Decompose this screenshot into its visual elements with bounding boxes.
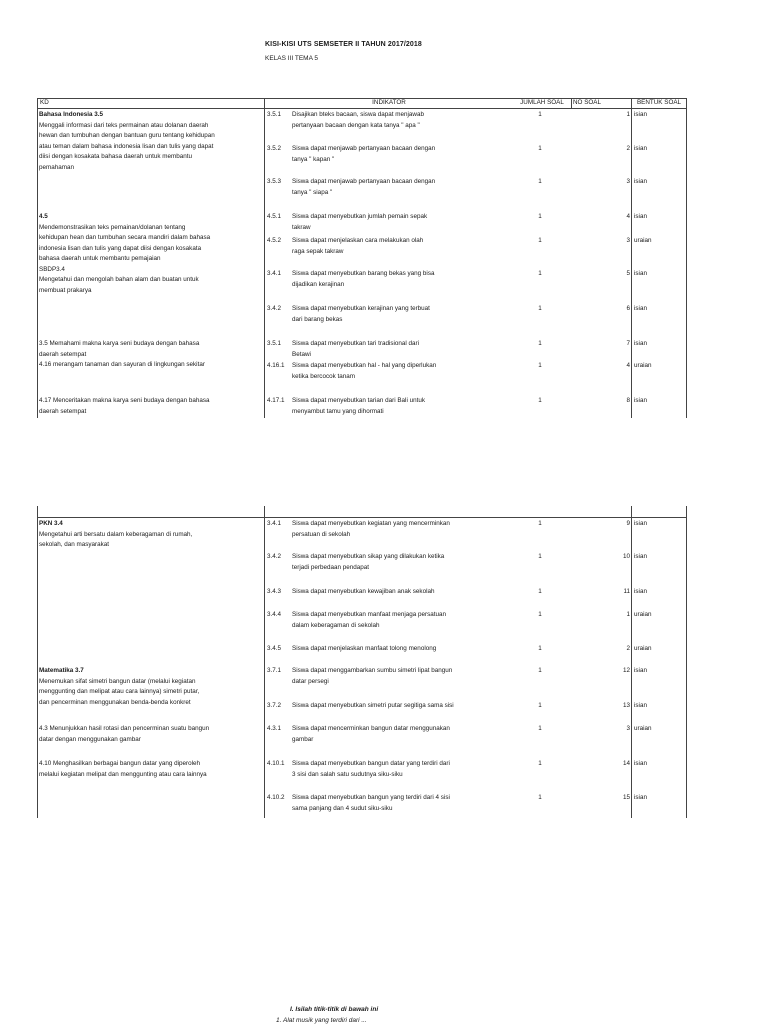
no-soal: 1 — [626, 611, 630, 618]
indikator-code: 3.4.1 — [267, 270, 282, 277]
indikator-code: 3.4.4 — [267, 611, 282, 618]
table-1-col-border — [264, 98, 265, 418]
indikator-line: Siswa dapat menyebutkan manfaat menjaga persatuan — [292, 611, 447, 618]
no-soal: 7 — [626, 340, 630, 347]
indikator-code: 3.5.3 — [267, 178, 282, 185]
table-1-col-border — [631, 98, 632, 418]
no-soal: 10 — [622, 553, 630, 560]
kd-line: Mengetahui dan mengolah bahan alam dan buatan untuk — [39, 276, 199, 283]
indikator-line: Betawi — [292, 350, 311, 358]
indikator-line: sama panjang dan 4 sudut siku-siku — [292, 804, 393, 812]
kd-line: Menemukan sifat simetri bangun datar (melalui kegiatan — [39, 677, 196, 685]
indikator-text — [292, 793, 450, 814]
question-line: 1. Alat musik yang terdiri dari ... — [276, 1017, 367, 1024]
indikator-line: ketika bercocok tanam — [292, 372, 355, 380]
kd-line: daerah setempat — [39, 407, 87, 415]
indikator-text — [292, 236, 423, 257]
kd-line: 3.5 Memahami makna karya seni budaya dengan bahasa — [39, 340, 200, 347]
indikator-code: 3.4.1 — [267, 520, 282, 527]
no-soal: 15 — [622, 794, 630, 801]
table-2-col-border — [264, 506, 265, 818]
jumlah-soal: 1 — [538, 611, 542, 618]
document-subtitle: KELAS III TEMA 5 — [265, 55, 318, 62]
indikator-code: 4.5.1 — [267, 213, 282, 220]
indikator-code: 4.5.2 — [267, 237, 282, 244]
kd-line: atau teman dalam bahasa indonesia lisan dan tulis yang dapat — [39, 142, 214, 150]
indikator-text — [292, 519, 450, 540]
jumlah-soal: 1 — [538, 667, 542, 674]
bentuk-soal: isian — [634, 270, 647, 277]
jumlah-soal: 1 — [538, 362, 542, 369]
kd-line: pemahaman — [39, 163, 75, 171]
indikator-line: tanya " siapa " — [292, 188, 333, 196]
indikator-line: menyambut tamu yang dihormati — [292, 407, 384, 415]
table-1-col-border — [686, 98, 687, 418]
indikator-code: 3.4.2 — [267, 305, 282, 312]
indikator-line: dalam keberagaman di sekolah — [292, 621, 380, 629]
kd-line: menggunting dan melipat atau cara lainnya) simetri putar, — [39, 688, 200, 695]
table-2-col-border — [686, 506, 687, 818]
bentuk-soal: isian — [634, 520, 647, 527]
table-1-col-border — [571, 98, 572, 109]
jumlah-soal: 1 — [538, 520, 542, 527]
indikator-text — [292, 759, 450, 780]
jumlah-soal: 1 — [538, 794, 542, 801]
no-soal: 2 — [626, 645, 630, 652]
indikator-line: Siswa dapat menggambarkan sumbu simetri lipat bangun — [292, 667, 453, 674]
indikator-line: Siswa dapat menjelaskan manfaat tolong menolong — [292, 645, 437, 652]
kd-block — [39, 759, 207, 780]
indikator-text — [292, 701, 454, 712]
indikator-text — [292, 177, 435, 198]
indikator-line: Siswa dapat mencerminkan bangun datar menggunakan — [292, 725, 450, 732]
indikator-text — [292, 552, 444, 573]
bentuk-soal: isian — [634, 178, 647, 185]
no-soal: 1 — [626, 111, 630, 118]
bentuk-soal: isian — [634, 702, 647, 709]
jumlah-soal: 1 — [538, 213, 542, 220]
indikator-text — [292, 724, 450, 745]
kd-line: kehidupan hean dan tumbuhan secara mandiri dalam bahasa — [39, 234, 211, 241]
indikator-text — [292, 396, 425, 417]
kd-line: 4.10 Menghasilkan berbagai bangun datar yang diperoleh — [39, 760, 201, 767]
bentuk-soal: isian — [634, 794, 647, 801]
no-soal: 14 — [622, 760, 630, 767]
indikator-line: Siswa dapat menyebutkan bangun yang terdiri dari 4 sisi — [292, 794, 450, 801]
indikator-line: 3 sisi dan salah satu sudutnya siku-siku — [292, 770, 403, 778]
kd-line: dan pencerminan menggunakan benda-benda konkret — [39, 698, 191, 706]
indikator-line: raga sepak takraw — [292, 247, 344, 255]
indikator-line: terjadi perbedaan pendapat — [292, 563, 370, 571]
table-1-col-border — [37, 98, 38, 418]
kd-line: Mendemonstrasikan teks pemainan/dolanan tentang — [39, 223, 186, 231]
indikator-code: 3.5.2 — [267, 145, 282, 152]
kd-block — [39, 339, 205, 371]
jumlah-soal: 1 — [538, 588, 542, 595]
jumlah-soal: 1 — [538, 397, 542, 404]
column-header-indikator: INDIKATOR — [372, 99, 406, 106]
indikator-line: Siswa dapat menyebutkan tari tradisional dari — [292, 340, 420, 347]
bentuk-soal: uraian — [634, 645, 652, 652]
indikator-text — [292, 644, 436, 655]
indikator-text — [292, 144, 435, 165]
kd-line: 4.3 Menunjukkan hasil rotasi dan pencerminan suatu bangun — [39, 725, 210, 732]
kd-line: daerah setempat — [39, 350, 87, 358]
bentuk-soal: isian — [634, 588, 647, 595]
kd-line: melalui kegiatan melipat dan menggunting atau cara lainnya — [39, 770, 207, 778]
indikator-text — [292, 269, 434, 290]
column-header-bentuk: BENTUK SOAL — [636, 99, 682, 106]
indikator-line: Siswa dapat menyebutkan simetri putar segitiga sama sisi — [292, 702, 454, 709]
indikator-text — [292, 110, 424, 131]
kd-block — [39, 110, 215, 173]
jumlah-soal: 1 — [538, 270, 542, 277]
bentuk-soal: uraian — [634, 611, 652, 618]
section-heading: I. Isilah titik-titik di bawah ini — [290, 1006, 379, 1013]
indikator-line: Disajikan bteks bacaan, siswa dapat menjawab — [292, 111, 424, 118]
bentuk-soal: uraian — [634, 725, 652, 732]
indikator-line: persatuan di sekolah — [292, 530, 351, 538]
indikator-line: Siswa dapat menyebutkan kerajinan yang terbuat — [292, 305, 430, 312]
jumlah-soal: 1 — [538, 725, 542, 732]
document-title: KISI-KISI UTS SEMSETER II TAHUN 2017/2018 — [265, 41, 422, 48]
column-header-no: NO SOAL — [573, 99, 601, 106]
no-soal: 4 — [626, 213, 630, 220]
kd-line: Matematika 3.7 — [39, 667, 84, 674]
indikator-line: dari barang bekas — [292, 315, 343, 323]
indikator-line: Siswa dapat menyebutkan bangun datar yang terdiri dari — [292, 760, 450, 767]
bentuk-soal: uraian — [634, 237, 652, 244]
kd-line: sekolah, dan masyarakat — [39, 541, 110, 548]
indikator-code: 3.5.1 — [267, 340, 282, 347]
kd-block — [39, 396, 209, 417]
column-header-kd: KD — [40, 99, 49, 106]
indikator-line: dijadikan kerajinan — [292, 280, 345, 288]
kd-block — [39, 724, 209, 745]
indikator-code: 4.10.2 — [267, 794, 285, 801]
no-soal: 2 — [626, 145, 630, 152]
indikator-code: 4.3.1 — [267, 725, 282, 732]
no-soal: 5 — [626, 270, 630, 277]
bentuk-soal: isian — [634, 340, 647, 347]
table-2-col-border — [37, 506, 38, 818]
indikator-text — [292, 610, 446, 631]
indikator-line: Siswa dapat menjawab pertanyaan bacaan dengan — [292, 178, 436, 185]
jumlah-soal: 1 — [538, 760, 542, 767]
jumlah-soal: 1 — [538, 178, 542, 185]
no-soal: 3 — [626, 178, 630, 185]
indikator-line: Siswa dapat menyebutkan kegiatan yang mencerminkan — [292, 520, 450, 527]
kd-line: PKN 3.4 — [39, 520, 63, 527]
kd-line: Mengetahui arti bersatu dalam keberagaman di rumah, — [39, 530, 193, 538]
kd-line: 4.5 — [39, 213, 48, 220]
kd-line: indonesia lisan dan tulis yang dapat diisi dengan kosakata — [39, 244, 202, 252]
indikator-line: Siswa dapat menyebutkan hal - hal yang diperlukan — [292, 362, 437, 369]
kd-line: SBDP3.4 — [39, 265, 65, 273]
indikator-text — [292, 304, 430, 325]
indikator-line: Siswa dapat menjawab pertanyaan bacaan dengan — [292, 145, 436, 152]
indikator-code: 3.4.3 — [267, 588, 282, 595]
no-soal: 8 — [626, 397, 630, 404]
indikator-line: Siswa dapat menyebutkan sikap yang dilakukan ketika — [292, 553, 445, 560]
indikator-line: Siswa dapat menyebutkan kewajiban anak sekolah — [292, 588, 435, 595]
indikator-text — [292, 587, 434, 598]
indikator-text — [292, 212, 427, 233]
indikator-line: gambar — [292, 735, 314, 743]
bentuk-soal: isian — [634, 667, 647, 674]
indikator-code: 3.5.1 — [267, 111, 282, 118]
indikator-line: pertanyaan bacaan dengan kata tanya " apa " — [292, 121, 420, 129]
indikator-code: 3.7.1 — [267, 667, 282, 674]
jumlah-soal: 1 — [538, 340, 542, 347]
bentuk-soal: isian — [634, 760, 647, 767]
kd-line: hewan dan tumbuhan dengan bantuan guru tentang kehidupan — [39, 132, 215, 139]
jumlah-soal: 1 — [538, 645, 542, 652]
no-soal: 9 — [626, 520, 630, 527]
bentuk-soal: isian — [634, 553, 647, 560]
indikator-line: Siswa dapat menjelaskan cara melakukan olah — [292, 237, 424, 244]
jumlah-soal: 1 — [538, 145, 542, 152]
bentuk-soal: isian — [634, 111, 647, 118]
table-2-top-border — [37, 517, 687, 518]
kd-line: membuat prakarya — [39, 286, 92, 294]
indikator-line: Siswa dapat menyebutkan jumlah pemain sepak — [292, 213, 428, 220]
indikator-code: 3.7.2 — [267, 702, 282, 709]
indikator-code: 4.16.1 — [267, 362, 285, 369]
indikator-line: tanya " kapan " — [292, 155, 335, 163]
no-soal: 3 — [626, 237, 630, 244]
indikator-text — [292, 666, 452, 687]
jumlah-soal: 1 — [538, 305, 542, 312]
kd-block — [39, 666, 199, 708]
no-soal: 4 — [626, 362, 630, 369]
indikator-code: 3.4.5 — [267, 645, 282, 652]
indikator-code: 3.4.2 — [267, 553, 282, 560]
kd-line: 4.17 Menceritakan makna karya seni budaya dengan bahasa — [39, 397, 210, 404]
column-header-jumlah: JUMLAH SOAL — [520, 99, 564, 106]
bentuk-soal: isian — [634, 397, 647, 404]
indikator-text — [292, 361, 436, 382]
kd-block — [39, 519, 192, 551]
jumlah-soal: 1 — [538, 237, 542, 244]
jumlah-soal: 1 — [538, 111, 542, 118]
kd-line: Menggali informasi dari teks permainan atau dolanan daerah — [39, 121, 209, 129]
table-2-col-border — [631, 506, 632, 818]
kd-line: diisi dengan kosakata bahasa daerah untuk membantu — [39, 153, 192, 160]
bentuk-soal: isian — [634, 145, 647, 152]
bentuk-soal: isian — [634, 305, 647, 312]
bentuk-soal: isian — [634, 213, 647, 220]
indikator-line: datar persegi — [292, 677, 329, 685]
jumlah-soal: 1 — [538, 702, 542, 709]
kd-line: Bahasa Indonesia 3.5 — [39, 111, 104, 118]
no-soal: 12 — [622, 667, 630, 674]
indikator-code: 4.10.1 — [267, 760, 285, 767]
kd-line: 4.16 merangam tanaman dan sayuran di lingkungan sekitar — [39, 361, 205, 368]
no-soal: 13 — [622, 702, 630, 709]
no-soal: 6 — [626, 305, 630, 312]
kd-block — [39, 212, 210, 296]
indikator-text — [292, 339, 419, 360]
indikator-line: takraw — [292, 223, 311, 231]
kd-line: datar dengan menggunakan gambar — [39, 735, 141, 743]
indikator-line: Siswa dapat menyebutkan tarian dari Bali untuk — [292, 397, 426, 404]
jumlah-soal: 1 — [538, 553, 542, 560]
bentuk-soal: uraian — [634, 362, 652, 369]
indikator-line: Siswa dapat menyebutkan barang bekas yang bisa — [292, 270, 435, 277]
no-soal: 3 — [626, 725, 630, 732]
indikator-code: 4.17.1 — [267, 397, 285, 404]
kd-line: bahasa daerah untuk membantu pemajaian — [39, 255, 161, 262]
no-soal: 11 — [623, 588, 630, 595]
